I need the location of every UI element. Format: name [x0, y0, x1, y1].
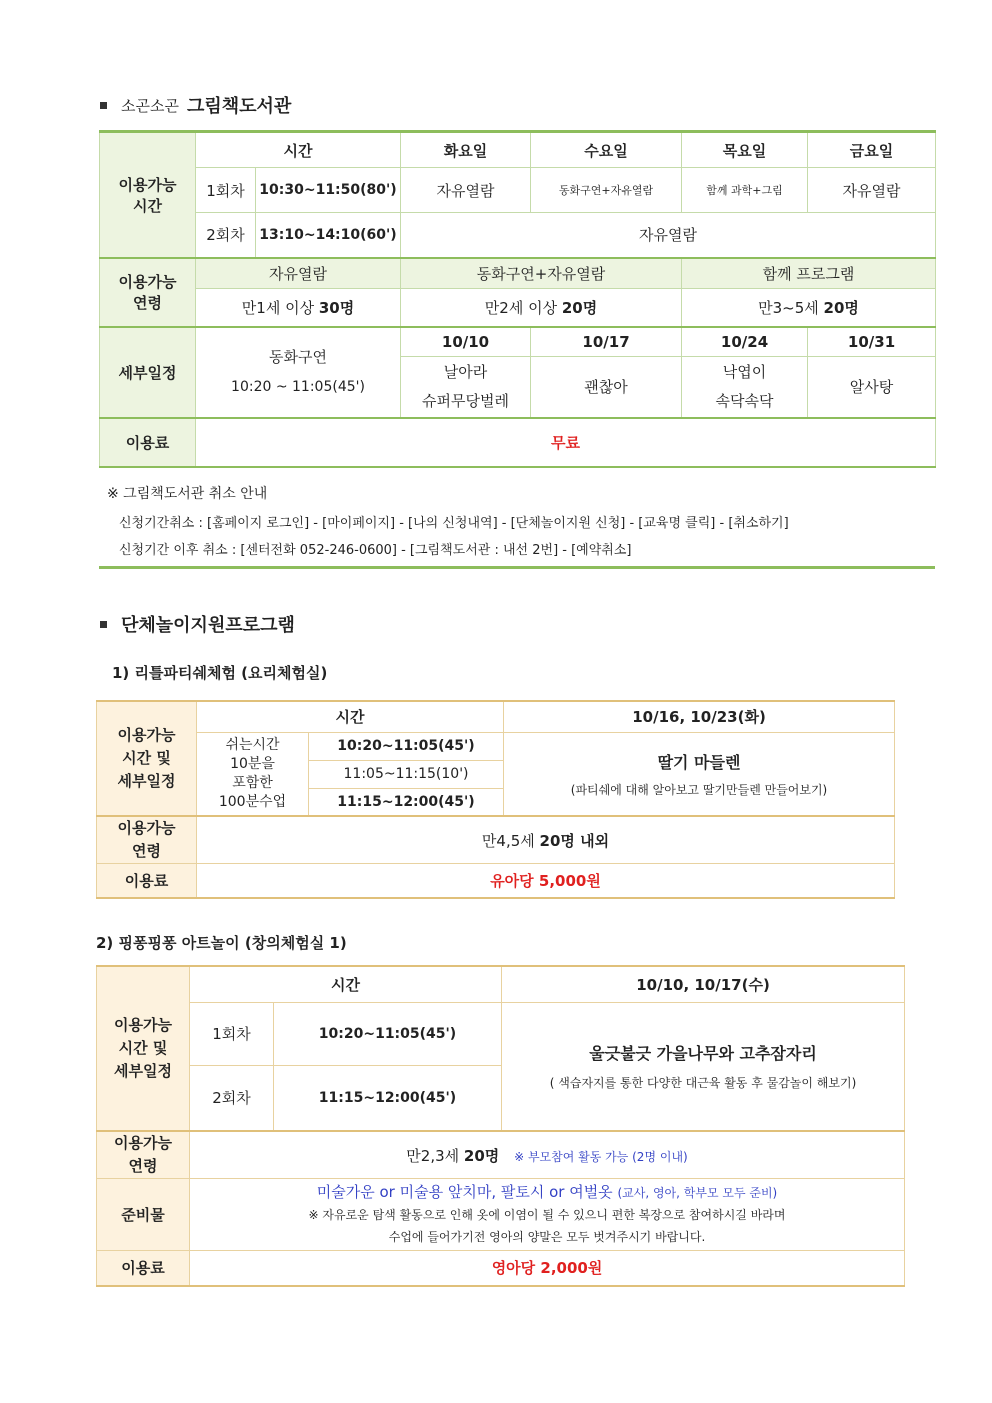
p2-prep-note2: 수업에 들어가기전 영아의 양말은 모두 벗겨주시기 바랍니다. — [388, 1230, 706, 1244]
session1-thu: 함께 과학+그림 — [682, 168, 808, 213]
schedule-title-2: 괜찮아 — [531, 357, 682, 418]
p2-row-header-time: 이용가능 시간 및 세부일정 — [97, 966, 190, 1131]
p1-activity-cell — [504, 732, 895, 816]
cancel-notice — [99, 475, 935, 569]
p2-prep-main: 미술가운 or 미술용 앞치마, 팔토시 or 여벌옷 — [316, 1183, 613, 1201]
p2-prep-cell — [190, 1179, 905, 1251]
age-value-free: 만1세 이상 30명 — [196, 289, 401, 327]
p1-activity: 딸기 마들렌 — [657, 752, 741, 772]
p1-row-header-time: 이용가능 시간 및 세부일정 — [97, 701, 197, 816]
age-value-together: 만3~5세 20명 — [682, 289, 936, 327]
session1-label: 1회차 — [196, 168, 256, 213]
schedule-title-1: 날아라 슈퍼무당벌레 — [401, 357, 531, 418]
p1-col-header-date: 10/16, 10/23(화) — [504, 701, 895, 732]
storytelling-cell — [196, 327, 401, 418]
notice-line1: 신청기간취소 : [홈페이지 로그인] - [마이페이지] - [나의 신청내역] - [단체놀이지원 신청] - [교육명 클릭] - [취소하기] — [119, 516, 789, 531]
notice-line2: 신청기간 이후 취소 : [센터전화 052-246-0600] - [그림책도서관 : 내선 2번] - [예약취소] — [119, 543, 632, 558]
col-header-time: 시간 — [196, 132, 401, 168]
schedule-title-3: 낙엽이 속닥속닥 — [682, 357, 808, 418]
program2-title: 2) 핑퐁핑퐁 아트놀이 (창의체험실 1) — [96, 934, 347, 952]
section1-title — [100, 92, 291, 118]
p2-session2-time: 11:15~12:00(45') — [274, 1065, 502, 1131]
col-header-wed: 수요일 — [531, 132, 682, 168]
p1-row-header-age: 이용가능 연령 — [97, 816, 197, 864]
storytelling-time: 10:20 ~ 11:05(45') — [231, 379, 365, 395]
session1-fri: 자유열람 — [808, 168, 936, 213]
little-patissier-table — [96, 700, 895, 899]
p1-age-value: 만4,5세 20명 내외 — [197, 816, 895, 864]
session1-time: 10:30~11:50(80') — [256, 168, 401, 213]
section1-title-plain: 소곤소곤 — [121, 96, 179, 115]
p2-activity-cell — [502, 1002, 905, 1131]
p1-fee-value: 유아당 5,000원 — [197, 864, 895, 898]
p2-session1-time: 10:20~11:05(45') — [274, 1002, 502, 1065]
fee-value: 무료 — [196, 418, 936, 467]
session2-time: 13:10~14:10(60') — [256, 213, 401, 258]
p1-break-note: 쉬는시간 10분을 포함한 100분수업 — [197, 732, 309, 816]
p2-session1-label: 1회차 — [190, 1002, 274, 1065]
p2-activity-desc: ( 색습자지를 통한 다양한 대근육 활동 후 물감놀이 해보기) — [549, 1076, 857, 1091]
section1-title-bold: 그림책도서관 — [186, 96, 292, 117]
session1-tue: 자유열람 — [401, 168, 531, 213]
age-header-together: 함께 프로그램 — [682, 258, 936, 289]
program1-title: 1) 리틀파티쉐체험 (요리체험실) — [112, 664, 328, 682]
square-bullet-icon — [100, 102, 107, 109]
p2-row-header-age: 이용가능 연령 — [97, 1131, 190, 1179]
schedule-date-1: 10/10 — [401, 327, 531, 357]
col-header-tue: 화요일 — [401, 132, 531, 168]
p1-col-header-time: 시간 — [197, 701, 504, 732]
pingpong-art-table — [96, 965, 905, 1287]
p1-time-1: 10:20~11:05(45') — [309, 732, 504, 760]
p2-age-note: ※ 부모참여 활동 가능 (2명 이내) — [514, 1149, 688, 1164]
p2-row-header-prep: 준비물 — [97, 1179, 190, 1251]
row-header-fee: 이용료 — [100, 418, 196, 467]
p2-row-header-fee: 이용료 — [97, 1251, 190, 1286]
age-header-free: 자유열람 — [196, 258, 401, 289]
row-header-avail-time: 이용가능 시간 — [100, 132, 196, 258]
p1-time-3: 11:15~12:00(45') — [309, 788, 504, 816]
schedule-date-2: 10/17 — [531, 327, 682, 357]
p2-col-header-date: 10/10, 10/17(수) — [502, 966, 905, 1002]
p2-prep-who: (교사, 영아, 학부모 모두 준비) — [617, 1186, 778, 1200]
age-value-story: 만2세 이상 20명 — [401, 289, 682, 327]
p2-activity: 울긋불긋 가을나무와 고추잠자리 — [589, 1044, 817, 1064]
square-bullet-icon — [100, 621, 107, 628]
p2-fee-value: 영아당 2,000원 — [190, 1251, 905, 1286]
p2-col-header-time: 시간 — [190, 966, 502, 1002]
schedule-date-4: 10/31 — [808, 327, 936, 357]
p2-session2-label: 2회차 — [190, 1065, 274, 1131]
notice-title: ※ 그림책도서관 취소 안내 — [107, 486, 268, 502]
row-header-avail-age: 이용가능 연령 — [100, 258, 196, 327]
section2-title — [100, 611, 295, 637]
p1-time-2: 11:05~11:15(10') — [309, 760, 504, 788]
storytelling-label: 동화구연 — [269, 348, 327, 366]
schedule-title-4: 알사탕 — [808, 357, 936, 418]
session2-all: 자유열람 — [401, 213, 936, 258]
p1-row-header-fee: 이용료 — [97, 864, 197, 898]
picturebook-library-table — [99, 130, 936, 468]
session2-label: 2회차 — [196, 213, 256, 258]
section2-title-bold: 단체놀이지원프로그램 — [121, 615, 295, 636]
p1-activity-desc: (파티쉐에 대해 알아보고 딸기만들렌 만들어보기) — [570, 782, 828, 797]
p2-prep-main-line — [190, 1181, 904, 1204]
age-header-story: 동화구연+자유열람 — [401, 258, 682, 289]
schedule-date-3: 10/24 — [682, 327, 808, 357]
col-header-thu: 목요일 — [682, 132, 808, 168]
col-header-fri: 금요일 — [808, 132, 936, 168]
row-header-schedule: 세부일정 — [100, 327, 196, 418]
session1-wed: 동화구연+자유열람 — [531, 168, 682, 213]
p2-age-value: 만2,3세 20명 ※ 부모참여 활동 가능 (2명 이내) — [190, 1131, 905, 1179]
p2-prep-note1: ※ 자유로운 탐색 활동으로 인해 옷에 이염이 될 수 있으니 편한 복장으로 참여하시길 바라며 — [308, 1208, 786, 1222]
